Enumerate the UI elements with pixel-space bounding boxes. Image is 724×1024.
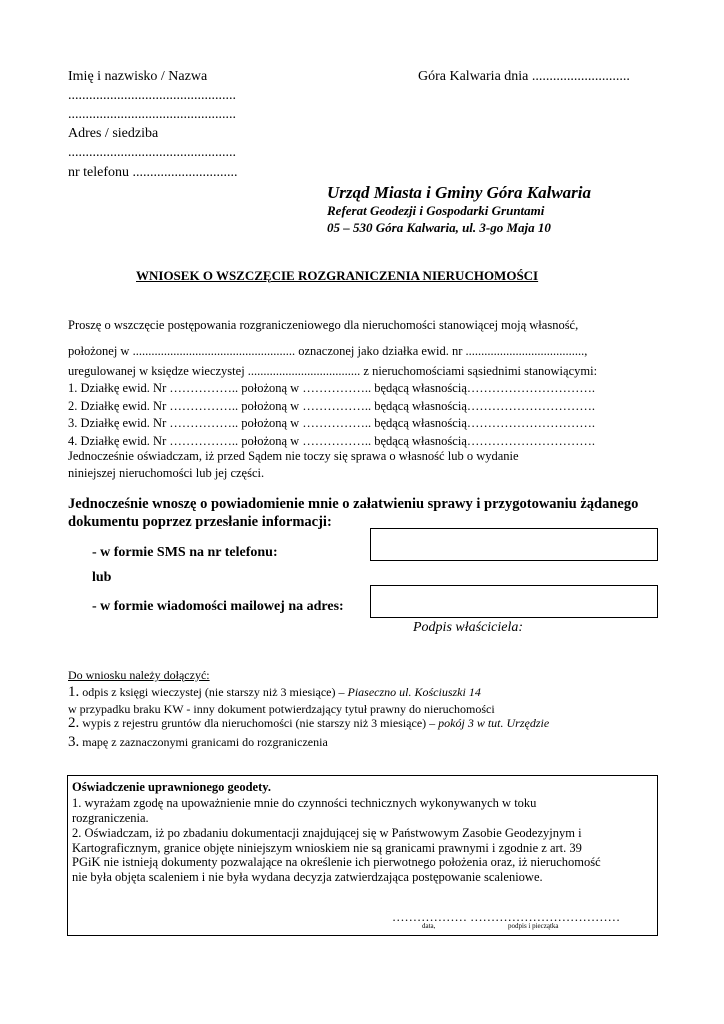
parcel-line-2: 2. Działkę ewid. Nr …………….. położoną w …………….. będącą własnością…………………………. — [68, 399, 595, 413]
surveyor-line-5: PGiK nie istnieją dokumenty pozwalające na określenie ich pierwotnego położenia oraz, iż nieruchomość — [72, 855, 601, 869]
surveyor-line-2: rozgraniczenia. — [72, 811, 149, 825]
attachments-heading: Do wniosku należy dołączyć: — [68, 668, 210, 682]
court-declaration: Jednocześnie oświadczam, iż przed Sądem nie toczy się sprawa o własność lub o wydanie — [68, 449, 519, 463]
attachment-item-3 — [68, 734, 328, 751]
location-paragraph: położonej w .................................................... oznaczonej jako działka ewid. nr ......................................, — [68, 344, 588, 358]
email-address-field[interactable] — [370, 585, 658, 618]
land-register-paragraph: uregulowanej w księdze wieczystej .................................... z nieruchomościami sąsiednimi stanowiącymi: — [68, 364, 598, 378]
attachment-number-1: 1. — [68, 684, 80, 700]
recipient-office: Urząd Miasta i Gminy Góra Kalwaria — [327, 183, 592, 202]
sms-phone-field[interactable] — [370, 528, 658, 561]
parcel-line-1: 1. Działkę ewid. Nr …………….. położoną w …………….. będącą własnością…………………………. — [68, 381, 595, 395]
attachment-location-1: – Piaseczno ul. Kościuszki 14 — [335, 685, 481, 699]
attachment-number-2: 2. — [68, 715, 80, 731]
phone-label: nr telefonu .............................. — [68, 165, 238, 180]
attachment-text-3: mapę z zaznaczonymi granicami do rozgraniczenia — [82, 735, 328, 749]
name-dots: ................................................ — [68, 88, 236, 103]
name-label: Imię i nazwisko / Nazwa — [68, 69, 208, 84]
surveyor-line-4: Kartograficznym, granice objęte niniejszym wnioskiem nie są granicami prawnymi i zgodnie z art. 39 — [72, 841, 582, 855]
recipient-department: Referat Geodezji i Gospodarki Gruntami — [327, 203, 545, 218]
surveyor-line-3: 2. Oświadczam, iż po zbadaniu dokumentacji znajdującej się w Państwowym Zasobie Geodezyjnym i — [72, 826, 582, 840]
attachment-location-2: – pokój 3 w tut. Urzędzie — [426, 716, 550, 730]
name-dots-2: ................................................ — [68, 107, 236, 122]
attachment-note-1: w przypadku braku KW - inny dokument potwierdzający tytuł prawny do nieruchomości — [68, 702, 495, 716]
parcel-line-3: 3. Działkę ewid. Nr …………….. położoną w …………….. będącą własnością…………………………. — [68, 416, 595, 430]
or-label: lub — [92, 570, 112, 585]
request-paragraph: Proszę o wszczęcie postępowania rozgraniczeniowego dla nieruchomości stanowiącej moją własność, — [68, 318, 579, 332]
parcel-line-4: 4. Działkę ewid. Nr …………….. położoną w …………….. będącą własnością…………………………. — [68, 434, 595, 448]
surveyor-line-1: 1. wyrażam zgodę na upoważnienie mnie do czynności technicznych wykonywanych w toku — [72, 796, 537, 810]
court-declaration-cont: niniejszej nieruchomości lub jej części. — [68, 466, 265, 480]
address-label: Adres / siedziba — [68, 126, 159, 141]
attachment-number-3: 3. — [68, 734, 80, 750]
attachment-item-2 — [68, 715, 549, 732]
attachment-item-1 — [68, 684, 481, 701]
sms-label: - w formie SMS na nr telefonu: — [92, 545, 278, 560]
surveyor-signature-dots: ……………… ……………………………… — [392, 910, 621, 924]
recipient-address: 05 – 530 Góra Kalwaria, ul. 3-go Maja 10 — [327, 220, 551, 235]
surveyor-heading: Oświadczenie uprawnionego geodety. — [72, 780, 271, 794]
notification-heading-cont: dokumentu poprzez przesłanie informacji: — [68, 514, 332, 530]
signature-caption: podpis i pieczątka — [508, 922, 559, 930]
attachment-text-1: odpis z księgi wieczystej (nie starszy niż 3 miesiące) — [82, 685, 336, 699]
page-title: WNIOSEK O WSZCZĘCIE ROZGRANICZENIA NIERUCHOMOŚCI — [136, 268, 539, 283]
email-label: - w formie wiadomości mailowej na adres: — [92, 599, 344, 614]
date-caption: data, — [422, 922, 436, 930]
notification-heading: Jednocześnie wnoszę o powiadomienie mnie o załatwieniu sprawy i przygotowaniu żądanego — [68, 496, 639, 512]
place-date: Góra Kalwaria dnia ............................ — [418, 69, 630, 84]
address-dots: ................................................ — [68, 145, 236, 160]
surveyor-line-6: nie była objęta scaleniem i nie była wydana decyzja zatwierdzająca postępowanie scaleniowe. — [72, 870, 543, 884]
attachment-text-2: wypis z rejestru gruntów dla nieruchomości (nie starszy niż 3 miesiące) — [82, 716, 427, 730]
owner-signature-label: Podpis właściciela: — [413, 620, 524, 635]
